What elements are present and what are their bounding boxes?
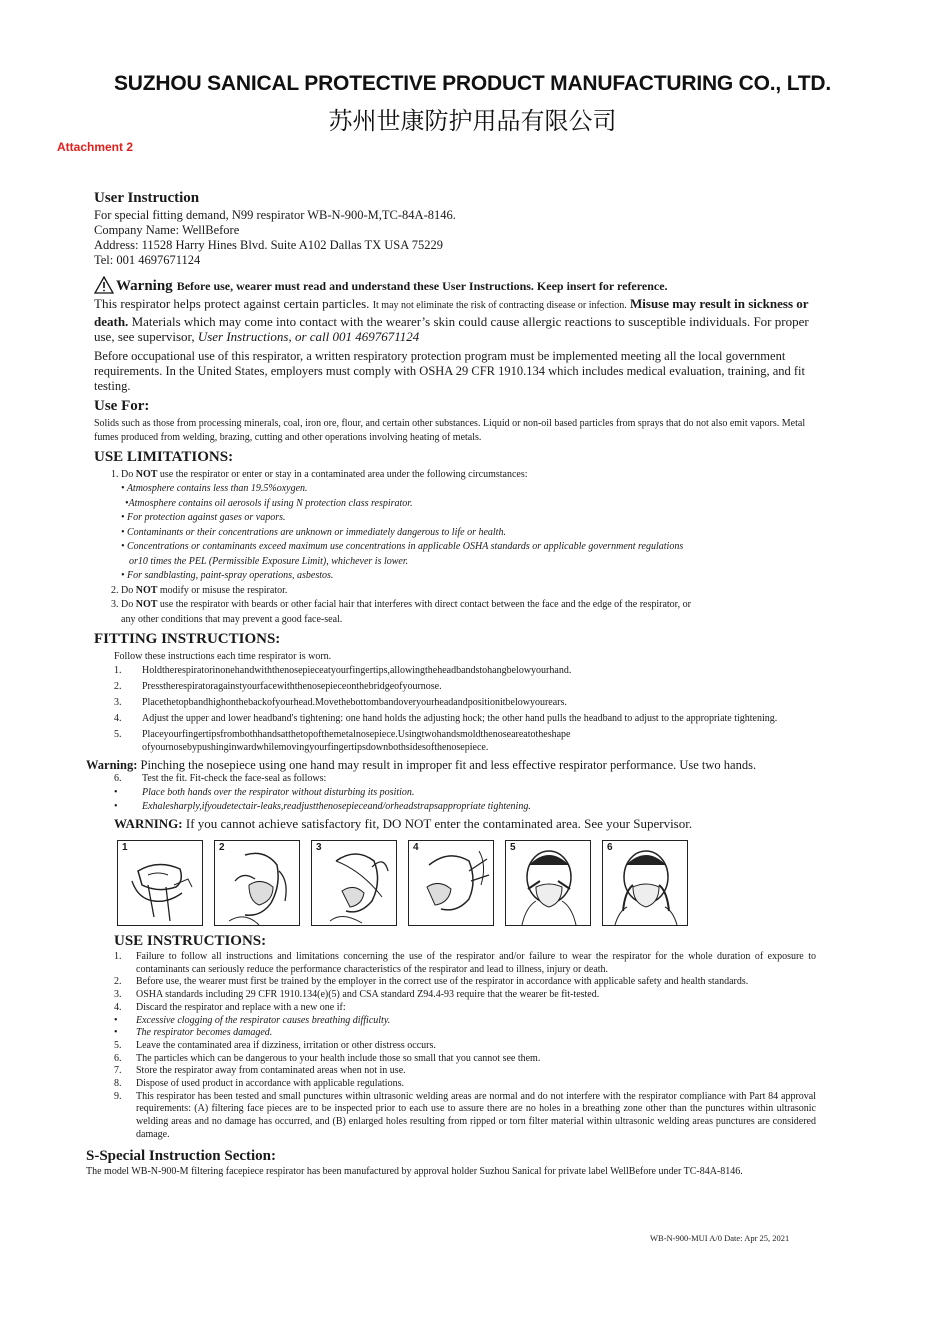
fit-check-item: • Place both hands over the respirator without disturbing its position.: [114, 786, 415, 798]
fit-warning: WARNING: If you cannot achieve satisfactory fit, DO NOT enter the contaminated area. See your Supervisor.: [114, 816, 693, 831]
illustration-6: 6: [602, 840, 688, 926]
fitting-step: 4. Adjust the upper and lower headband's tightening: one hand holds the adjusting hock; the other hand pulls the headband to adjust to the appropriate tightening.: [114, 713, 778, 724]
use-instruction-item: • Excessive clogging of the respirator causes breathing difficulty.: [114, 1014, 391, 1026]
use-limitations-list: [94, 468, 816, 628]
fitting-steps: [94, 665, 816, 754]
pinch-warning: Warning: Pinching the nosepiece using one hand may result in improper fit and less effective respirator performance. Use two hands.: [86, 757, 757, 772]
limitation-bullet: • Contaminants or their concentrations are unknown or immediately dangerous to life or health.: [121, 526, 506, 538]
use-instruction-item: 3. OSHA standards including 29 CFR 1910.134(e)(5) and CSA standard Z94.4-93 require that the wearer be fit-tested.: [114, 989, 600, 1001]
fitting-instructions-title: FITTING INSTRUCTIONS:: [94, 631, 281, 647]
tel-line: Tel: 001 4697671124: [94, 253, 201, 267]
press-respirator-icon: [215, 841, 301, 927]
instruction-body: [86, 190, 816, 1178]
special-instruction-title: S-Special Instruction Section:: [86, 1147, 277, 1164]
limitation-bullet-continuation: or10 times the PEL (Permissible Exposure Limit), whichever is lower.: [129, 555, 409, 567]
limitation-item-1: 1. Do NOT use the respirator or enter or stay in a contaminated area under the following circumstances:: [111, 468, 528, 480]
use-limitations-title: USE LIMITATIONS:: [94, 448, 234, 465]
illustration-5: 5: [505, 840, 591, 926]
use-instruction-item: 8. Dispose of used product in accordance with applicable regulations.: [114, 1078, 404, 1090]
illustration-3: 3: [311, 840, 397, 926]
warning-paragraph-2: Before occupational use of this respirator, a written respiratory protection program must be implemented meeting all the local government requirements. In the United States, employers must comply with OSHA 29 CFR 1910.134 which includes medical evaluation, training, and fit testing.: [94, 348, 805, 393]
use-instruction-item: 9. This respirator has been tested and small punctures within ultrasonic welding areas are normal and do not interfere with the respirator compliance with Part 84 approval requirements: (A) filtering face pieces are to be inspected prior to each use to assure there are no holes in a breathing zone other than the punctures within ultrasonic welding areas and no damage has occurred, and (B) enlarged holes resulting from ripped or torn filter material within ultrasonic welding areas punctures are considered damage.: [114, 1090, 816, 1140]
fit-check-item: • Exhalesharply,ifyoudetectair-leaks,readjustthenosepieceand/orheadstrapsappropriate tightening.: [114, 800, 531, 812]
use-instruction-item: 4. Discard the respirator and replace with a new one if:: [114, 1001, 346, 1013]
warning-paragraph-1: This respirator helps protect against certain particles. It may not eliminate the risk of contracting disease or infection. Misuse may result in sickness or death. Materials which may come into contact with the wearer’s skin could cause allergic reactions to susceptible individuals. For proper use, see supervisor, User Instructions, or call 001 4697671124: [94, 296, 809, 344]
use-instruction-item: 6. The particles which can be dangerous to your health include those so small that you cannot see them.: [114, 1052, 541, 1064]
limitation-bullet: • Atmosphere contains less than 19.5%oxygen.: [121, 483, 308, 494]
illustration-4: 4: [408, 840, 494, 926]
place-headband-icon: [312, 841, 398, 927]
warning-label: Warning: [116, 278, 173, 294]
fitting-step: 2. Presstherespiratoragainstyourfacewiththenosepieceonthebridgeofyournose.: [114, 681, 442, 692]
limitation-item-2: 2. Do NOT modify or misuse the respirator.: [111, 584, 288, 596]
illustration-1: 1: [117, 840, 203, 926]
limitation-bullet: • For sandblasting, paint-spray operations, asbestos.: [121, 570, 334, 581]
limitation-bullet: • Concentrations or contaminants exceed maximum use concentrations in applicable OSHA standards or applicable government regulations: [121, 541, 684, 552]
company-name-chinese: 苏州世康防护用品有限公司: [328, 107, 617, 135]
use-instructions-list: [94, 951, 816, 1142]
use-instructions-title: USE INSTRUCTIONS:: [114, 933, 267, 949]
attachment-label: Attachment 2: [57, 140, 134, 154]
mold-nosepiece-icon: [506, 841, 592, 927]
fitting-step: 3. Placethetopbandhighonthebackofyourhead.Movethebottombandoveryourheadandpositionitbelowyourears.: [114, 697, 567, 708]
address-line: Address: 11528 Harry Hines Blvd. Suite A102 Dallas TX USA 75229: [94, 238, 443, 252]
fitting-intro: Follow these instructions each time respirator is worn.: [114, 651, 332, 662]
use-instruction-item: 1. Failure to follow all instructions and limitations concerning the use of the respirator and/or failure to wear the respirator for the whole duration of exposure to contaminants can seriously reduce the performance characteristics of the respirator and lead to illness, injury or death.: [114, 951, 816, 975]
use-instruction-item: 7. Store the respirator away from contaminated areas when not in use.: [114, 1065, 406, 1077]
special-instruction-text: The model WB-N-900-M filtering facepiece respirator has been manufactured by approval holder Suzhou Sanical for private label WellBefore under TC-84A-8146.: [86, 1165, 743, 1177]
fitting-step: 1. Holdtherespiratorinonehandwiththenosepieceatyourfingertips,allowingtheheadbandstohangbelowyourhand.: [114, 665, 572, 676]
user-instruction-title: User Instruction: [94, 190, 200, 206]
company-name-english: SUZHOU SANICAL PROTECTIVE PRODUCT MANUFACTURING CO., LTD.: [114, 72, 831, 95]
limitation-item-3-continuation: any other conditions that may prevent a good face-seal.: [121, 613, 343, 625]
warning-heading: [94, 276, 816, 294]
fit-check-steps: [94, 773, 816, 814]
warning-text: Before use, wearer must read and understand these User Instructions. Keep insert for reference.: [176, 279, 668, 293]
limitation-bullet: •Atmosphere contains oil aerosols if using N protection class respirator.: [125, 497, 413, 509]
fit-check-icon: [603, 841, 689, 927]
fitting-illustrations: [117, 840, 816, 926]
use-instruction-item: • The respirator becomes damaged.: [114, 1027, 273, 1039]
use-for-title: Use For:: [94, 397, 150, 414]
respirator-in-hand-icon: [118, 841, 204, 927]
use-for-text: Solids such as those from processing minerals, coal, iron ore, flour, and certain other substances. Liquid or non-oil based particles from sprays that do not also emit vapors. Metal fumes produced from welding, brazing, cutting and other operations involving heating of metals.: [94, 417, 806, 443]
fitting-demand-line: For special fitting demand, N99 respirator WB-N-900-M,TC-84A-8146.: [94, 208, 456, 222]
limitation-item-3: 3. Do NOT use the respirator with beards or other facial hair that interferes with direct contact between the face and the edge of the respirator, or: [111, 599, 691, 610]
adjust-headband-icon: [409, 841, 495, 927]
limitation-bullet: • For protection against gases or vapors.: [121, 512, 286, 523]
company-name-line: Company Name: WellBefore: [94, 223, 240, 237]
fitting-step: 5. Placeyourfingertipsfrombothhandsatthetopofthemetalnosepiece.Usingtwohandsmoldthenoseareatotheshape ofyournosebypushinginwardwhilemovingyourfingertipsdownbothsidesofthenosepiece.: [114, 729, 571, 753]
document-footer: WB-N-900-MUI A/0 Date: Apr 25, 2021: [650, 1233, 790, 1243]
illustration-2: 2: [214, 840, 300, 926]
warning-triangle-icon: [94, 276, 114, 294]
use-instruction-item: 2. Before use, the wearer must first be trained by the employer in the correct use of the respirator in accordance with applicable safety and health standards.: [114, 976, 749, 988]
use-instruction-item: 5. Leave the contaminated area if dizziness, irritation or other distress occurs.: [114, 1039, 436, 1051]
fitting-step-6: 6. Test the fit. Fit-check the face-seal as follows:: [114, 772, 327, 784]
